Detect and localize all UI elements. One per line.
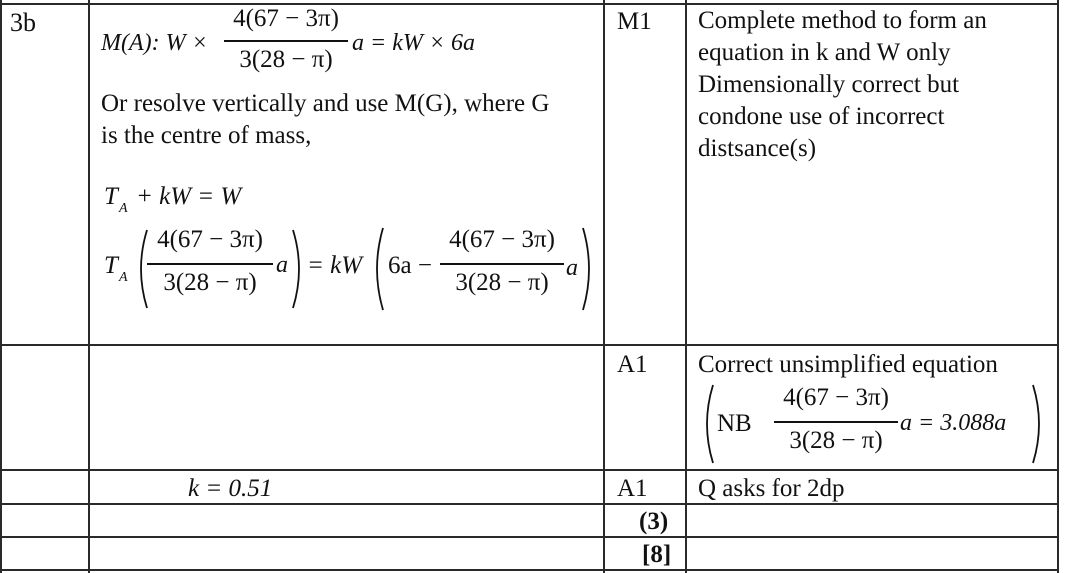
- alt-method-line1: Or resolve vertically and use M(G), where G: [101, 90, 550, 117]
- grid-vline-left: [0, 0, 2, 573]
- fraction-denominator: 3(28 − π): [789, 427, 883, 454]
- eq2-6a: [388, 253, 432, 278]
- nb-paren-left: [700, 383, 716, 465]
- eq1-T: T: [104, 183, 118, 210]
- eq2-sub: A: [119, 270, 128, 285]
- big-paren-right: [290, 228, 306, 310]
- grid-vline-working: [603, 0, 605, 573]
- guidance-line: Dimensionally correct but: [698, 71, 960, 98]
- mark-m1: M1: [617, 8, 652, 35]
- guidance-line-text: equation in k and W only: [698, 39, 951, 66]
- fraction-denominator: 3(28 − π): [455, 269, 549, 296]
- nb-paren-right: [1030, 383, 1046, 465]
- alt-method-line2: is the centre of mass,: [101, 122, 312, 149]
- grid-hline-r1: [0, 344, 1059, 346]
- total-marks: [8]: [642, 541, 672, 568]
- eq2-fraction-1: [145, 227, 275, 303]
- subtotal-marks: (3): [639, 508, 669, 535]
- mark-a1-second: A1: [617, 475, 648, 502]
- eq2-a2: a: [566, 255, 578, 281]
- guidance-line: Complete method to form an: [698, 7, 987, 34]
- guidance-2dp: Q asks for 2dp: [698, 475, 845, 502]
- fraction-denominator: 3(28 − π): [239, 46, 333, 73]
- eq2-a1: a: [276, 252, 288, 278]
- eq2-T: T: [104, 252, 118, 279]
- grid-vline-qcol: [88, 0, 90, 573]
- k-answer: k = 0.51: [188, 475, 273, 502]
- guidance-line: distsance(s): [698, 135, 817, 162]
- fraction-denominator: 3(28 − π): [163, 269, 257, 296]
- big-paren-left-2: [370, 226, 386, 312]
- moment-prefix: M(A): W ×: [101, 30, 208, 56]
- fraction-numerator: 4(67 − 3π): [157, 226, 263, 253]
- fraction-numerator: 4(67 − 3π): [233, 5, 339, 32]
- moment-suffix: a = kW × 6a: [352, 30, 476, 56]
- fraction-bar: [440, 263, 564, 265]
- fraction-numerator: 4(67 − 3π): [449, 226, 555, 253]
- fraction-bar: [774, 421, 898, 423]
- question-number: 3b: [10, 8, 36, 37]
- fraction-bar: [147, 263, 273, 265]
- guidance-line: [698, 40, 951, 65]
- eq2-fraction-2: [438, 227, 566, 303]
- big-paren-right-2: [580, 226, 596, 312]
- eq2-6a-text: 6a −: [388, 252, 432, 279]
- grid-hline-r2: [0, 469, 1059, 471]
- eq1-sub: A: [119, 201, 128, 216]
- eq2-mid: = kW: [307, 252, 363, 279]
- grid-vline-mark: [685, 0, 687, 573]
- grid-vline-right: [1057, 0, 1059, 573]
- grid-hline-r3: [0, 503, 1059, 505]
- grid-hline-top: [0, 3, 1059, 5]
- guidance-line: condone use of incorrect: [698, 103, 945, 130]
- grid-hline-r4: [0, 536, 1059, 538]
- mark-a1-first: A1: [617, 351, 648, 378]
- nb-suffix: a = 3.088a: [900, 410, 1007, 436]
- moment-fraction: [222, 6, 350, 78]
- grid-hline-r5: [0, 569, 1059, 571]
- fraction-bar: [224, 40, 348, 42]
- nb-label: NB: [717, 410, 752, 437]
- nb-fraction: [772, 385, 900, 461]
- guidance-a1-title: Correct unsimplified equation: [698, 351, 998, 378]
- fraction-numerator: 4(67 − 3π): [783, 384, 889, 411]
- eq1-rest: + kW = W: [136, 183, 242, 210]
